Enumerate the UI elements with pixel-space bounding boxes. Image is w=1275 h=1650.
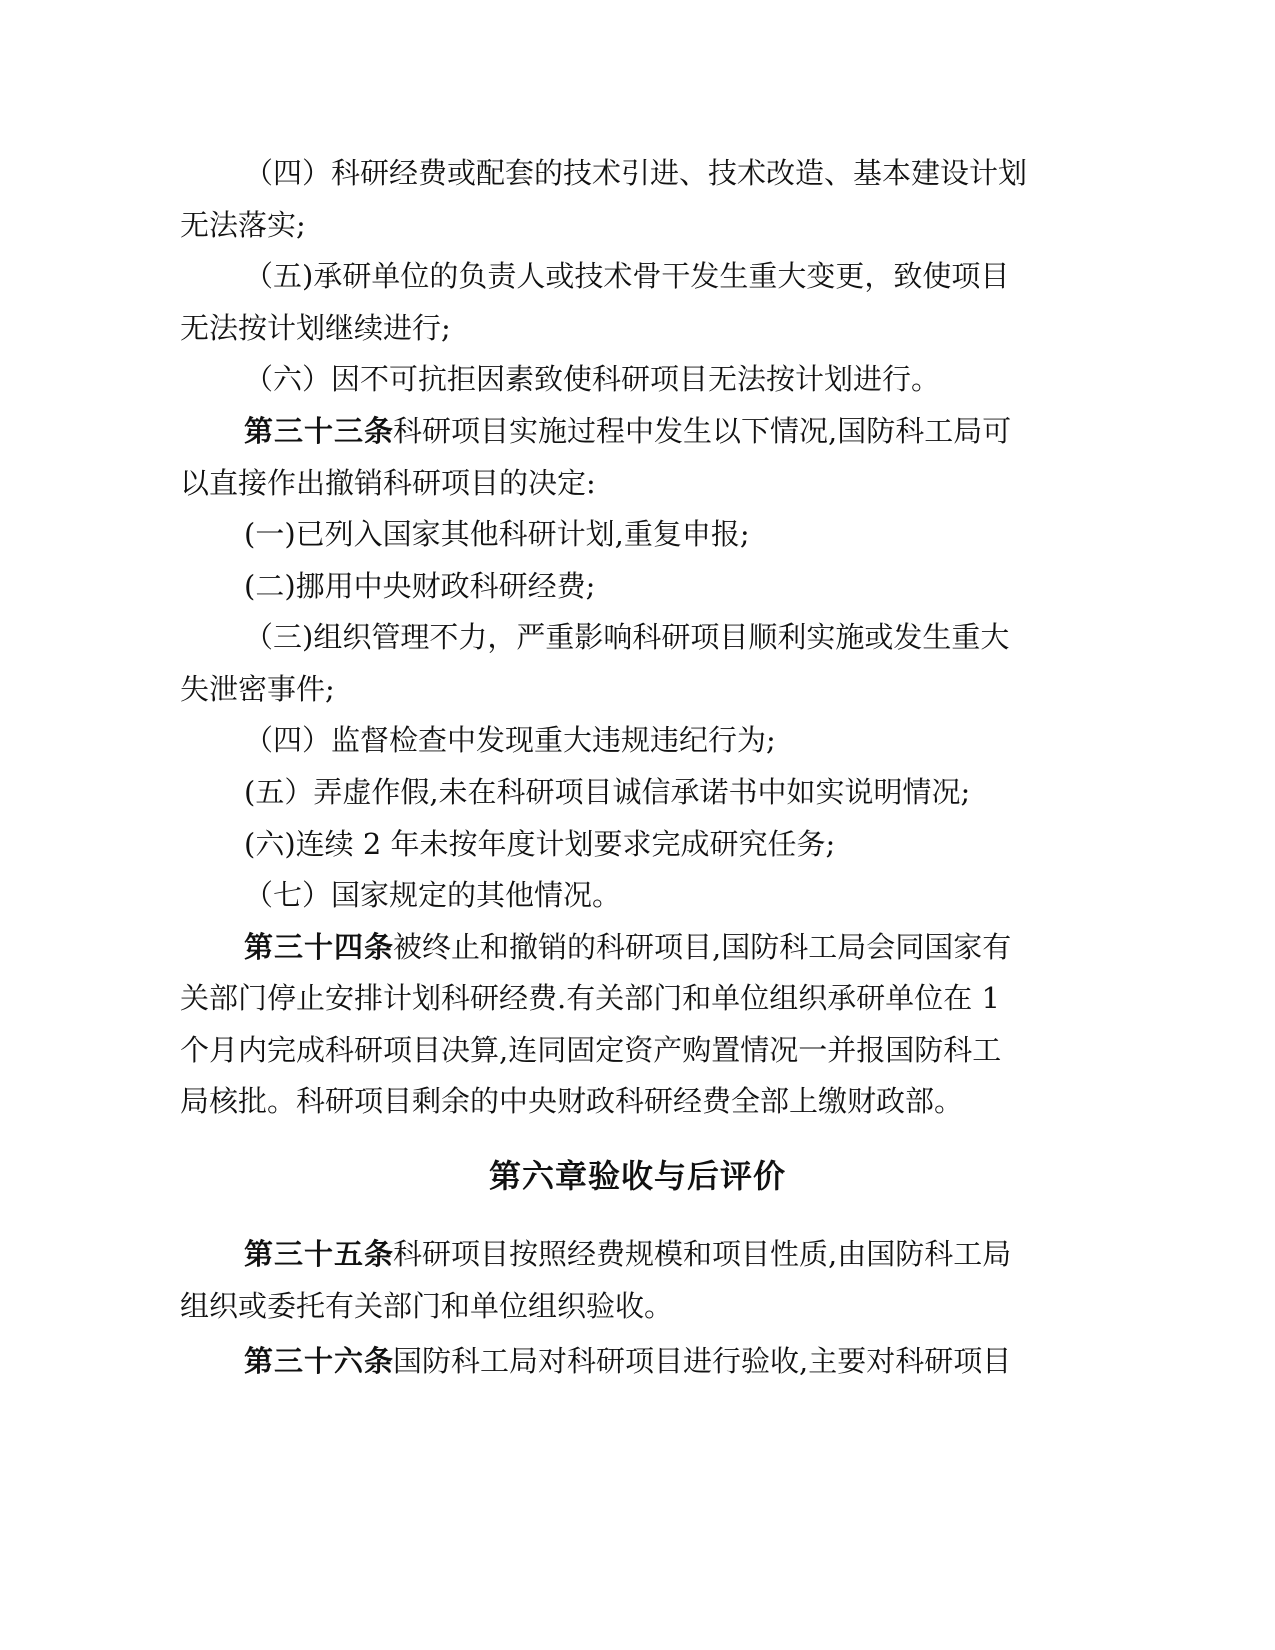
article-34-line-2 [0,972,1275,1024]
article-36-heading: 第三十六条 [244,1344,395,1378]
a33-item-1 [0,508,1275,560]
text: 科研项目按照经费规模和项目性质,由国防科工局 [393,1237,1012,1271]
text: 科研项目实施过程中发生以下情况,国防科工局可 [393,414,1012,448]
text: （五)承研单位的负责人或技术骨干发生重大变更，致使项目 [244,259,1010,293]
a33-item-2 [0,560,1275,612]
article-33-line-1 [0,405,1275,457]
text: (一)已列入国家其他科研计划,重复申报; [244,517,750,551]
article-34-heading: 第三十四条 [244,930,395,964]
a33-item-6 [0,818,1275,870]
text: （七）国家规定的其他情况。 [244,878,622,912]
a33-item-4 [0,714,1275,766]
text: (二)挪用中央财政科研经费; [244,569,596,603]
a33-item-5 [0,766,1275,818]
chapter-title: 第六章验收与后评价 [488,1157,786,1195]
article-35-heading: 第三十五条 [244,1237,395,1271]
article-34-line-1 [0,921,1275,973]
text: 组织或委托有关部门和单位组织验收。 [180,1289,674,1323]
article-34-line-4 [0,1075,1275,1127]
article-36-line-1 [0,1335,1275,1387]
a33-item-3-line-2 [0,663,1275,715]
text: （四）科研经费或配套的技术引进、技术改造、基本建设计划 [244,156,1028,190]
text: （六）因不可抗拒因素致使科研项目无法按计划进行。 [244,362,941,396]
clause-6-line [0,353,1275,405]
text: 关部门停止安排计划科研经费.有关部门和单位组织承研单位在 1 [180,981,1000,1015]
text: 局核批。科研项目剩余的中央财政科研经费全部上缴财政部。 [180,1084,964,1118]
clause-5-line-1 [0,250,1275,302]
text: 被终止和撤销的科研项目,国防科工局会同国家有 [393,930,1012,964]
clause-4-line-2 [0,199,1275,251]
text: 无法落实; [180,208,306,242]
text: 失泄密事件; [180,672,335,706]
text: (六)连续 2 年未按年度计划要求完成研究任务; [244,827,836,861]
clause-4-line-1 [0,147,1275,199]
text: 国防科工局对科研项目进行验收,主要对科研项目 [393,1344,1012,1378]
article-35-line-1 [0,1228,1275,1280]
article-33-line-2 [0,457,1275,509]
text: （三)组织管理不力，严重影响科研项目顺利实施或发生重大 [244,620,1010,654]
article-35-line-2 [0,1280,1275,1332]
text: 个月内完成科研项目决算,连同固定资产购置情况一并报国防科工 [180,1033,1002,1067]
article-34-line-3 [0,1024,1275,1076]
text: 无法按计划继续进行; [180,311,451,345]
text: （四）监督检查中发现重大违规违纪行为; [244,723,776,757]
text: 以直接作出撤销科研项目的决定: [180,466,596,500]
text: (五）弄虚作假,未在科研项目诚信承诺书中如实说明情况; [244,775,971,809]
a33-item-7 [0,869,1275,921]
article-33-heading: 第三十三条 [244,414,395,448]
clause-5-line-2 [0,302,1275,354]
a33-item-3-line-1 [0,611,1275,663]
